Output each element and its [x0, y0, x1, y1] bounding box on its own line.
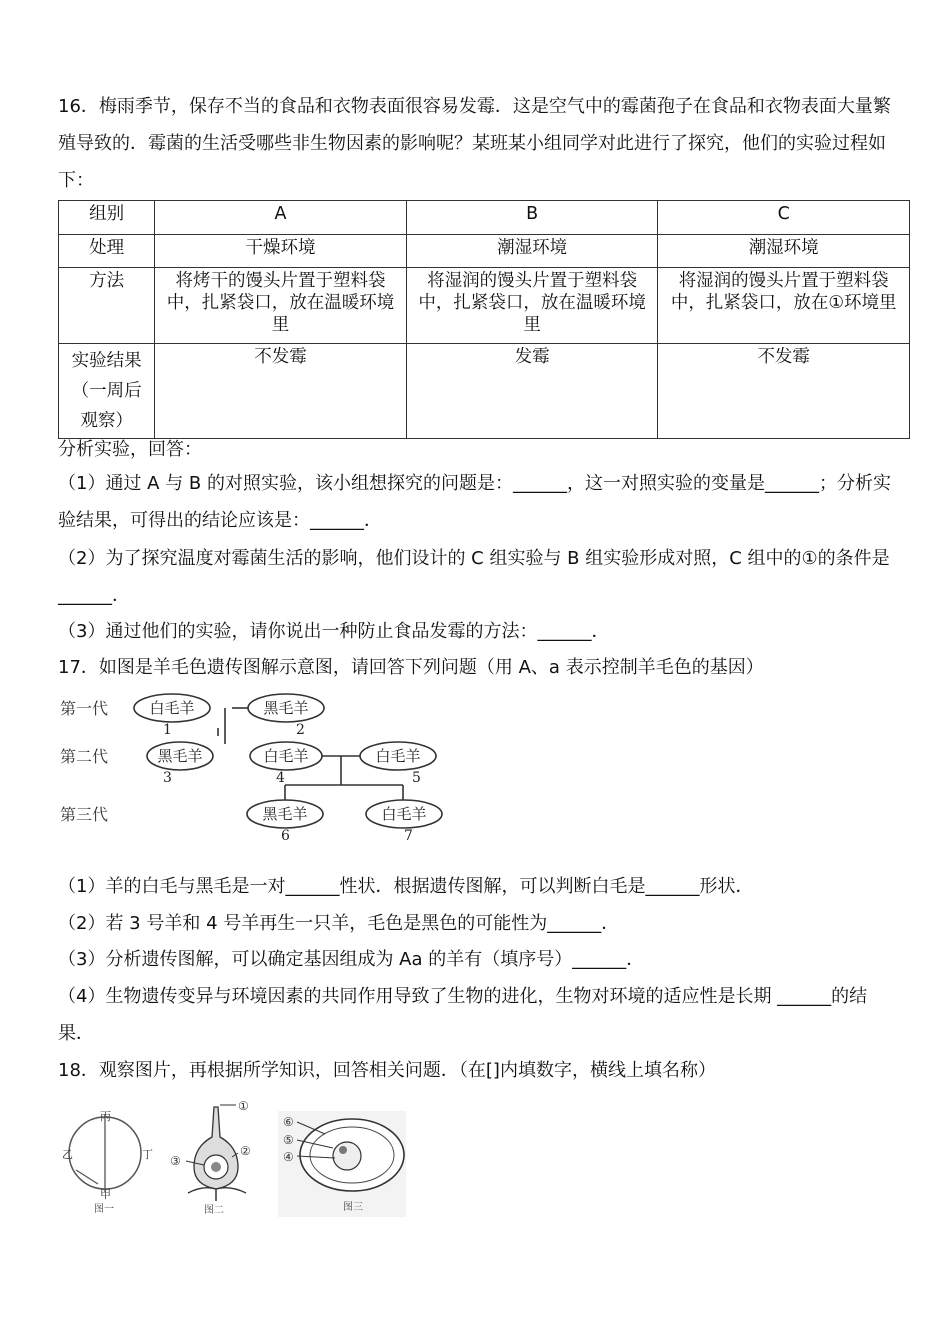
figure-1: [60, 1108, 160, 1218]
sheep-number-4: 4: [276, 770, 285, 786]
fig3-label-6: ⑥: [283, 1115, 294, 1129]
experiment-table: [58, 200, 910, 439]
sheep-number-7: 7: [404, 828, 413, 844]
fig3-caption: 图三: [343, 1202, 363, 1213]
q16-question-1: （1）通过 A 与 B 的对照实验，该小组想探究的问题是：______，这一对照实验的变量是______；分析实验结果，可得出的结论应该是：______．: [58, 473, 891, 531]
q16-question-2: （2）为了探究温度对霉菌生活的影响，他们设计的 C 组实验与 B 组实验形成对照，C 组中的①的条件是______．: [58, 548, 890, 606]
treatment-b: 潮湿环境: [406, 235, 658, 268]
pedigree-diagram: [58, 688, 458, 848]
fig2-caption: 图二: [204, 1205, 224, 1216]
sheep-label-1: 白毛羊: [149, 699, 195, 717]
fig1-label-yi: 乙: [62, 1148, 73, 1161]
sheep-number-5: 5: [412, 770, 421, 786]
figure-3: [277, 1110, 407, 1218]
fig2-label-2: ②: [240, 1144, 251, 1158]
group-c: C: [658, 201, 910, 235]
treatment-c: 潮湿环境: [658, 235, 910, 268]
q16-question-3: （3）通过他们的实验，请你说出一种防止食品发霉的方法：______．: [58, 621, 610, 642]
row-label-method: 方法: [59, 268, 155, 344]
result-c: 不发霉: [658, 344, 910, 439]
generation-1-label: 第一代: [60, 699, 109, 718]
fig3-label-5: ⑤: [283, 1133, 294, 1147]
q18-intro: 18．观察图片，再根据所学知识，回答相关问题．（在[]内填数字，横线上填名称）: [58, 1060, 716, 1081]
q17-question-2: （2）若 3 号羊和 4 号羊再生一只羊，毛色是黑色的可能性为______．: [58, 913, 620, 934]
fig1-label-jia: 甲: [100, 1188, 111, 1201]
fig1-label-ding: 丁: [142, 1148, 153, 1161]
row-label-group: 组别: [59, 201, 155, 235]
fig2-label-1: ①: [238, 1099, 249, 1113]
row-label-treatment: 处理: [59, 235, 155, 268]
fig1-caption: 图一: [94, 1204, 114, 1215]
result-b: 发霉: [406, 344, 658, 439]
q17-intro: 17．如图是羊毛色遗传图解示意图，请回答下列问题（用 A、a 表示控制羊毛色的基因）: [58, 657, 764, 678]
treatment-a: 干燥环境: [155, 235, 407, 268]
sheep-label-2: 黑毛羊: [263, 699, 309, 717]
sheep-label-7: 白毛羊: [381, 805, 427, 823]
result-a: 不发霉: [155, 344, 407, 439]
q17-question-3: （3）分析遗传图解，可以确定基因组成为 Aa 的羊有（填序号）______．: [58, 949, 645, 970]
method-a: 将烤干的馒头片置于塑料袋中，扎紧袋口，放在温暖环境里: [155, 268, 407, 344]
group-b: B: [406, 201, 658, 235]
method-c: 将湿润的馒头片置于塑料袋中，扎紧袋口，放在①环境里: [658, 268, 910, 344]
figure-2: [158, 1097, 263, 1219]
group-a: A: [155, 201, 407, 235]
q17-question-4: （4）生物遗传变异与环境因素的共同作用导致了生物的进化，生物对环境的适应性是长期 ______的结果．: [58, 986, 868, 1044]
sheep-label-6: 黑毛羊: [262, 805, 308, 823]
generation-2-label: 第二代: [60, 747, 109, 766]
sheep-number-6: 6: [281, 828, 290, 844]
q16-intro: 16．梅雨季节，保存不当的食品和衣物表面很容易发霉．这是空气中的霉菌孢子在食品和衣物表面大量繁殖导致的．霉菌的生活受哪些非生物因素的影响呢？某班某小组同学对此进行了探究，他们的实验过程如下：: [58, 96, 891, 191]
q16-analysis: 分析实验，回答：: [58, 439, 202, 460]
fig3-label-4: ④: [283, 1150, 294, 1164]
generation-3-label: 第三代: [60, 805, 109, 824]
sheep-number-3: 3: [163, 770, 172, 786]
sheep-label-3: 黑毛羊: [157, 747, 203, 765]
fig1-label-bing: 丙: [100, 1110, 111, 1123]
sheep-number-2: 2: [296, 722, 305, 738]
row-label-result: 实验结果 （一周后观察）: [59, 344, 155, 439]
sheep-label-5: 白毛羊: [375, 747, 421, 765]
method-b: 将湿润的馒头片置于塑料袋中，扎紧袋口，放在温暖环境里: [406, 268, 658, 344]
fig2-label-3: ③: [170, 1154, 181, 1168]
sheep-label-4: 白毛羊: [263, 747, 309, 765]
q17-question-1: （1）羊的白毛与黑毛是一对______性状．根据遗传图解，可以判断白毛是______形状．: [58, 876, 754, 897]
sheep-number-1: 1: [163, 722, 172, 738]
